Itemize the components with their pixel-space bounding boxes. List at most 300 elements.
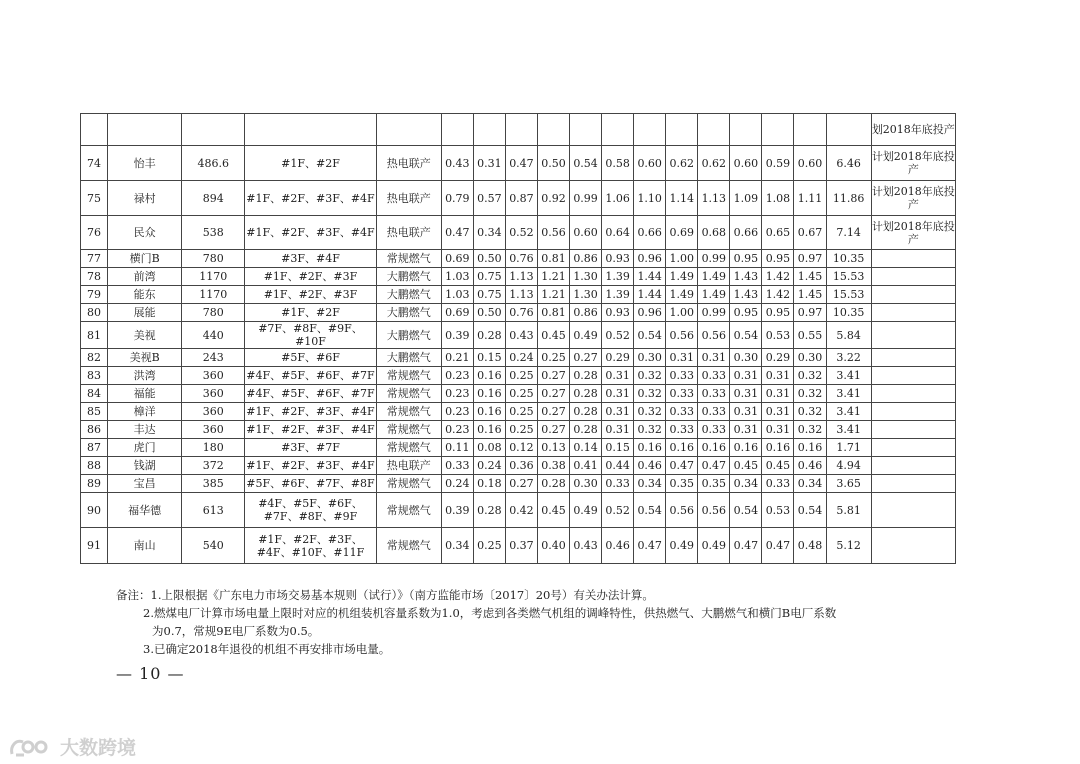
month-value-cell: 0.25 <box>505 367 537 385</box>
month-value-cell: 0.24 <box>441 475 473 493</box>
capacity-cell: 894 <box>182 181 245 216</box>
month-value-cell: 0.31 <box>698 349 730 367</box>
month-value-cell: 0.34 <box>473 216 505 250</box>
month-value-cell: 0.50 <box>473 250 505 268</box>
month-value-cell: 0.60 <box>634 146 666 181</box>
month-value-cell: 1.00 <box>666 250 698 268</box>
month-value-cell: 1.43 <box>730 268 762 286</box>
row-number-cell: 88 <box>81 457 108 475</box>
month-value-cell: 0.81 <box>537 304 569 322</box>
month-value-cell: 0.28 <box>473 493 505 528</box>
plant-type-cell: 热电联产 <box>376 216 441 250</box>
plant-type-cell: 常规燃气 <box>376 403 441 421</box>
month-value-cell: 0.39 <box>441 322 473 349</box>
month-value-cell: 0.30 <box>794 349 826 367</box>
month-value-cell: 0.24 <box>505 349 537 367</box>
remark-cell <box>871 250 955 268</box>
empty-cell <box>826 114 871 146</box>
month-value-cell: 0.32 <box>634 421 666 439</box>
plant-name-cell: 宝昌 <box>108 475 182 493</box>
total-cell: 4.94 <box>826 457 871 475</box>
remark-cell <box>871 349 955 367</box>
month-value-cell: 1.13 <box>698 181 730 216</box>
month-value-cell: 0.16 <box>634 439 666 457</box>
month-value-cell: 0.34 <box>441 528 473 564</box>
month-value-cell: 0.59 <box>762 146 794 181</box>
month-value-cell: 0.33 <box>666 367 698 385</box>
month-value-cell: 0.33 <box>602 475 634 493</box>
month-value-cell: 0.18 <box>473 475 505 493</box>
month-value-cell: 0.33 <box>666 385 698 403</box>
month-value-cell: 0.27 <box>537 421 569 439</box>
month-value-cell: 0.40 <box>537 528 569 564</box>
plant-type-cell: 常规燃气 <box>376 493 441 528</box>
total-cell: 15.53 <box>826 286 871 304</box>
month-value-cell: 0.29 <box>602 349 634 367</box>
month-value-cell: 0.43 <box>441 146 473 181</box>
month-value-cell: 0.16 <box>473 367 505 385</box>
capacity-cell: 780 <box>182 250 245 268</box>
month-value-cell: 1.03 <box>441 286 473 304</box>
row-number-cell: 74 <box>81 146 108 181</box>
plant-name-cell: 樟洋 <box>108 403 182 421</box>
month-value-cell: 1.13 <box>505 268 537 286</box>
month-value-cell: 0.45 <box>762 457 794 475</box>
month-value-cell: 0.43 <box>505 322 537 349</box>
footnote-2: 2.燃煤电厂计算市场电量上限时对应的机组装机容量系数为1.0，考虑到各类燃气机组的调峰特性，供热燃气、大鹏燃气和横门B电厂系数 <box>143 606 837 620</box>
month-value-cell: 0.32 <box>794 385 826 403</box>
month-value-cell: 0.54 <box>730 322 762 349</box>
capacity-cell: 1170 <box>182 268 245 286</box>
empty-cell <box>376 114 441 146</box>
month-value-cell: 0.75 <box>473 286 505 304</box>
watermark-text: 大数跨境 <box>60 737 137 759</box>
capacity-cell: 385 <box>182 475 245 493</box>
remark-cell <box>871 493 955 528</box>
units-cell: #7F、#8F、#9F、#10F <box>245 322 376 349</box>
month-value-cell: 0.45 <box>537 322 569 349</box>
month-value-cell: 0.49 <box>666 528 698 564</box>
total-cell: 3.22 <box>826 349 871 367</box>
plant-type-cell: 常规燃气 <box>376 250 441 268</box>
month-value-cell: 0.33 <box>441 457 473 475</box>
capacity-cell: 372 <box>182 457 245 475</box>
month-value-cell: 0.33 <box>666 403 698 421</box>
total-cell: 3.65 <box>826 475 871 493</box>
month-value-cell: 0.46 <box>602 528 634 564</box>
month-value-cell: 0.75 <box>473 268 505 286</box>
empty-cell <box>794 114 826 146</box>
total-cell: 3.41 <box>826 385 871 403</box>
remark-cell <box>871 421 955 439</box>
month-value-cell: 0.52 <box>602 322 634 349</box>
plant-type-cell: 大鹏燃气 <box>376 286 441 304</box>
month-value-cell: 0.47 <box>762 528 794 564</box>
empty-cell <box>730 114 762 146</box>
empty-cell <box>81 114 108 146</box>
month-value-cell: 0.32 <box>634 367 666 385</box>
capacity-cell: 180 <box>182 439 245 457</box>
units-cell: #1F、#2F、#3F、#4F <box>245 421 376 439</box>
month-value-cell: 0.47 <box>441 216 473 250</box>
month-value-cell: 0.31 <box>602 403 634 421</box>
remark-cell <box>871 475 955 493</box>
units-cell: #1F、#2F、#3F、#4F <box>245 457 376 475</box>
empty-cell <box>666 114 698 146</box>
row-number-cell: 87 <box>81 439 108 457</box>
month-value-cell: 0.15 <box>473 349 505 367</box>
month-value-cell: 0.27 <box>537 385 569 403</box>
month-value-cell: 0.69 <box>441 304 473 322</box>
month-value-cell: 1.00 <box>666 304 698 322</box>
month-value-cell: 0.23 <box>441 403 473 421</box>
total-cell: 3.41 <box>826 421 871 439</box>
plant-name-cell: 福华德 <box>108 493 182 528</box>
remark-cell: 计划2018年底投产 <box>871 146 955 181</box>
month-value-cell: 0.50 <box>537 146 569 181</box>
month-value-cell: 0.25 <box>537 349 569 367</box>
month-value-cell: 0.31 <box>473 146 505 181</box>
table-row <box>81 403 956 421</box>
month-value-cell: 0.39 <box>441 493 473 528</box>
plant-type-cell: 热电联产 <box>376 457 441 475</box>
month-value-cell: 0.47 <box>666 457 698 475</box>
month-value-cell: 0.34 <box>634 475 666 493</box>
month-value-cell: 1.42 <box>762 286 794 304</box>
total-cell: 5.84 <box>826 322 871 349</box>
month-value-cell: 0.99 <box>570 181 602 216</box>
plant-name-cell: 横门B <box>108 250 182 268</box>
remark-cell <box>871 528 955 564</box>
month-value-cell: 0.41 <box>570 457 602 475</box>
row-number-cell: 85 <box>81 403 108 421</box>
capacity-cell: 538 <box>182 216 245 250</box>
month-value-cell: 0.86 <box>570 250 602 268</box>
power-plant-table <box>80 113 956 564</box>
plant-name-cell: 能东 <box>108 286 182 304</box>
empty-cell <box>634 114 666 146</box>
month-value-cell: 0.45 <box>537 493 569 528</box>
month-value-cell: 0.54 <box>730 493 762 528</box>
month-value-cell: 0.58 <box>602 146 634 181</box>
month-value-cell: 1.11 <box>794 181 826 216</box>
capacity-cell: 440 <box>182 322 245 349</box>
month-value-cell: 1.49 <box>666 268 698 286</box>
footnote-3: 3.已确定2018年退役的机组不再安排市场电量。 <box>143 642 391 656</box>
table-row <box>81 367 956 385</box>
units-cell: #1F、#2F、#3F <box>245 268 376 286</box>
plant-name-cell: 福能 <box>108 385 182 403</box>
month-value-cell: 0.33 <box>762 475 794 493</box>
plant-table-body <box>81 114 956 564</box>
month-value-cell: 0.23 <box>441 367 473 385</box>
month-value-cell: 0.16 <box>730 439 762 457</box>
month-value-cell: 0.55 <box>794 322 826 349</box>
month-value-cell: 0.54 <box>570 146 602 181</box>
month-value-cell: 0.33 <box>666 421 698 439</box>
page-number: — 10 — <box>116 664 185 683</box>
month-value-cell: 0.14 <box>570 439 602 457</box>
total-cell: 6.46 <box>826 146 871 181</box>
plant-type-cell: 大鹏燃气 <box>376 304 441 322</box>
month-value-cell: 0.57 <box>473 181 505 216</box>
month-value-cell: 1.14 <box>666 181 698 216</box>
plant-name-cell: 民众 <box>108 216 182 250</box>
empty-cell <box>441 114 473 146</box>
footnote-1: 备注：1.上限根据《广东电力市场交易基本规则（试行）》（南方监能市场〔2017〕20号）有关办法计算。 <box>116 588 654 602</box>
month-value-cell: 0.43 <box>570 528 602 564</box>
month-value-cell: 0.15 <box>602 439 634 457</box>
month-value-cell: 0.49 <box>570 322 602 349</box>
units-cell: #4F、#5F、#6F、#7F、#8F、#9F <box>245 493 376 528</box>
plant-type-cell: 大鹏燃气 <box>376 268 441 286</box>
units-cell: #3F、#4F <box>245 250 376 268</box>
month-value-cell: 1.45 <box>794 268 826 286</box>
remark-cell: 计划2018年底投产 <box>871 181 955 216</box>
month-value-cell: 0.64 <box>602 216 634 250</box>
units-cell: #4F、#5F、#6F、#7F <box>245 367 376 385</box>
empty-cell <box>108 114 182 146</box>
month-value-cell: 0.46 <box>794 457 826 475</box>
month-value-cell: 1.49 <box>698 286 730 304</box>
remark-cell: 划2018年底投产 <box>871 114 955 146</box>
month-value-cell: 0.24 <box>473 457 505 475</box>
month-value-cell: 0.76 <box>505 250 537 268</box>
row-number-cell: 78 <box>81 268 108 286</box>
month-value-cell: 0.96 <box>634 250 666 268</box>
month-value-cell: 0.32 <box>794 403 826 421</box>
total-cell: 7.14 <box>826 216 871 250</box>
month-value-cell: 0.33 <box>698 385 730 403</box>
month-value-cell: 0.46 <box>634 457 666 475</box>
month-value-cell: 1.13 <box>505 286 537 304</box>
row-number-cell: 86 <box>81 421 108 439</box>
month-value-cell: 0.28 <box>570 385 602 403</box>
capacity-cell: 360 <box>182 385 245 403</box>
footnote-2-continued: 为0.7，常规9E电厂系数为0.5。 <box>152 624 320 638</box>
remark-cell <box>871 457 955 475</box>
plant-type-cell: 常规燃气 <box>376 439 441 457</box>
month-value-cell: 0.53 <box>762 322 794 349</box>
plant-name-cell: 美视B <box>108 349 182 367</box>
month-value-cell: 0.16 <box>473 403 505 421</box>
month-value-cell: 0.95 <box>730 304 762 322</box>
month-value-cell: 0.53 <box>762 493 794 528</box>
plant-name-cell: 洪湾 <box>108 367 182 385</box>
plant-type-cell: 常规燃气 <box>376 475 441 493</box>
month-value-cell: 0.16 <box>698 439 730 457</box>
row-number-cell: 82 <box>81 349 108 367</box>
table-row <box>81 322 956 349</box>
month-value-cell: 0.67 <box>794 216 826 250</box>
month-value-cell: 0.32 <box>794 421 826 439</box>
table-row <box>81 216 956 250</box>
units-cell: #5F、#6F、#7F、#8F <box>245 475 376 493</box>
month-value-cell: 1.42 <box>762 268 794 286</box>
month-value-cell: 0.79 <box>441 181 473 216</box>
month-value-cell: 0.30 <box>730 349 762 367</box>
month-value-cell: 0.27 <box>570 349 602 367</box>
capacity-cell: 360 <box>182 403 245 421</box>
month-value-cell: 0.56 <box>698 322 730 349</box>
month-value-cell: 0.28 <box>473 322 505 349</box>
plant-type-cell: 常规燃气 <box>376 421 441 439</box>
month-value-cell: 0.31 <box>762 421 794 439</box>
month-value-cell: 1.30 <box>570 286 602 304</box>
empty-cell <box>602 114 634 146</box>
month-value-cell: 0.81 <box>537 250 569 268</box>
total-cell: 10.35 <box>826 304 871 322</box>
month-value-cell: 0.29 <box>762 349 794 367</box>
month-value-cell: 0.31 <box>602 385 634 403</box>
total-cell: 3.41 <box>826 403 871 421</box>
total-cell: 5.81 <box>826 493 871 528</box>
month-value-cell: 0.33 <box>698 421 730 439</box>
month-value-cell: 0.28 <box>570 403 602 421</box>
empty-cell <box>473 114 505 146</box>
remark-cell <box>871 385 955 403</box>
month-value-cell: 0.34 <box>794 475 826 493</box>
total-cell: 11.86 <box>826 181 871 216</box>
month-value-cell: 0.32 <box>634 403 666 421</box>
month-value-cell: 0.49 <box>698 528 730 564</box>
total-cell: 10.35 <box>826 250 871 268</box>
month-value-cell: 0.31 <box>730 385 762 403</box>
plant-name-cell: 南山 <box>108 528 182 564</box>
month-value-cell: 0.31 <box>602 367 634 385</box>
month-value-cell: 0.23 <box>441 385 473 403</box>
month-value-cell: 0.44 <box>602 457 634 475</box>
month-value-cell: 0.25 <box>505 421 537 439</box>
table-row <box>81 304 956 322</box>
month-value-cell: 0.27 <box>537 403 569 421</box>
row-number-cell: 77 <box>81 250 108 268</box>
month-value-cell: 0.66 <box>730 216 762 250</box>
month-value-cell: 1.08 <box>762 181 794 216</box>
remark-cell <box>871 286 955 304</box>
table-row <box>81 181 956 216</box>
month-value-cell: 0.34 <box>730 475 762 493</box>
month-value-cell: 0.52 <box>505 216 537 250</box>
table-row <box>81 493 956 528</box>
month-value-cell: 0.12 <box>505 439 537 457</box>
table-row <box>81 421 956 439</box>
month-value-cell: 0.99 <box>698 304 730 322</box>
month-value-cell: 0.11 <box>441 439 473 457</box>
plant-name-cell: 怡丰 <box>108 146 182 181</box>
month-value-cell: 1.44 <box>634 286 666 304</box>
watermark-logo-icon <box>8 736 54 758</box>
units-cell: #3F、#7F <box>245 439 376 457</box>
month-value-cell: 0.97 <box>794 250 826 268</box>
month-value-cell: 0.95 <box>762 304 794 322</box>
total-cell: 5.12 <box>826 528 871 564</box>
units-cell: #1F、#2F <box>245 304 376 322</box>
table-row <box>81 457 956 475</box>
row-number-cell: 80 <box>81 304 108 322</box>
units-cell: #1F、#2F、#3F、#4F <box>245 403 376 421</box>
month-value-cell: 0.25 <box>505 385 537 403</box>
plant-name-cell: 展能 <box>108 304 182 322</box>
capacity-cell: 360 <box>182 367 245 385</box>
month-value-cell: 0.16 <box>762 439 794 457</box>
month-value-cell: 1.39 <box>602 286 634 304</box>
month-value-cell: 0.48 <box>794 528 826 564</box>
month-value-cell: 0.16 <box>794 439 826 457</box>
plant-name-cell: 前湾 <box>108 268 182 286</box>
month-value-cell: 0.21 <box>441 349 473 367</box>
row-number-cell: 84 <box>81 385 108 403</box>
plant-type-cell: 大鹏燃气 <box>376 322 441 349</box>
month-value-cell: 0.16 <box>666 439 698 457</box>
month-value-cell: 0.50 <box>473 304 505 322</box>
table-row <box>81 528 956 564</box>
remark-cell <box>871 268 955 286</box>
month-value-cell: 0.97 <box>794 304 826 322</box>
month-value-cell: 0.31 <box>762 403 794 421</box>
month-value-cell: 1.43 <box>730 286 762 304</box>
month-value-cell: 0.60 <box>730 146 762 181</box>
plant-name-cell: 虎门 <box>108 439 182 457</box>
month-value-cell: 0.56 <box>698 493 730 528</box>
month-value-cell: 0.49 <box>570 493 602 528</box>
month-value-cell: 0.30 <box>634 349 666 367</box>
empty-cell <box>762 114 794 146</box>
month-value-cell: 0.93 <box>602 250 634 268</box>
month-value-cell: 0.31 <box>602 421 634 439</box>
month-value-cell: 0.96 <box>634 304 666 322</box>
month-value-cell: 0.65 <box>762 216 794 250</box>
remark-cell <box>871 439 955 457</box>
plant-name-cell: 禄村 <box>108 181 182 216</box>
units-cell: #1F、#2F、#3F、#4F <box>245 181 376 216</box>
month-value-cell: 0.45 <box>730 457 762 475</box>
capacity-cell: 780 <box>182 304 245 322</box>
row-number-cell: 83 <box>81 367 108 385</box>
month-value-cell: 0.31 <box>730 403 762 421</box>
row-number-cell: 76 <box>81 216 108 250</box>
month-value-cell: 0.93 <box>602 304 634 322</box>
row-number-cell: 89 <box>81 475 108 493</box>
month-value-cell: 0.27 <box>505 475 537 493</box>
month-value-cell: 0.76 <box>505 304 537 322</box>
empty-cell <box>505 114 537 146</box>
month-value-cell: 0.23 <box>441 421 473 439</box>
table-row <box>81 250 956 268</box>
month-value-cell: 0.87 <box>505 181 537 216</box>
row-number-cell: 75 <box>81 181 108 216</box>
month-value-cell: 0.56 <box>537 216 569 250</box>
month-value-cell: 0.27 <box>537 367 569 385</box>
footnotes <box>116 586 976 658</box>
month-value-cell: 0.92 <box>537 181 569 216</box>
month-value-cell: 1.44 <box>634 268 666 286</box>
table-row <box>81 286 956 304</box>
empty-cell <box>182 114 245 146</box>
units-cell: #5F、#6F <box>245 349 376 367</box>
month-value-cell: 0.31 <box>762 367 794 385</box>
month-value-cell: 1.49 <box>666 286 698 304</box>
month-value-cell: 0.47 <box>698 457 730 475</box>
plant-type-cell: 大鹏燃气 <box>376 349 441 367</box>
month-value-cell: 0.95 <box>730 250 762 268</box>
table-row <box>81 349 956 367</box>
month-value-cell: 0.31 <box>666 349 698 367</box>
units-cell: #1F、#2F、#3F <box>245 286 376 304</box>
units-cell: #4F、#5F、#6F、#7F <box>245 385 376 403</box>
month-value-cell: 0.16 <box>473 421 505 439</box>
month-value-cell: 0.60 <box>570 216 602 250</box>
